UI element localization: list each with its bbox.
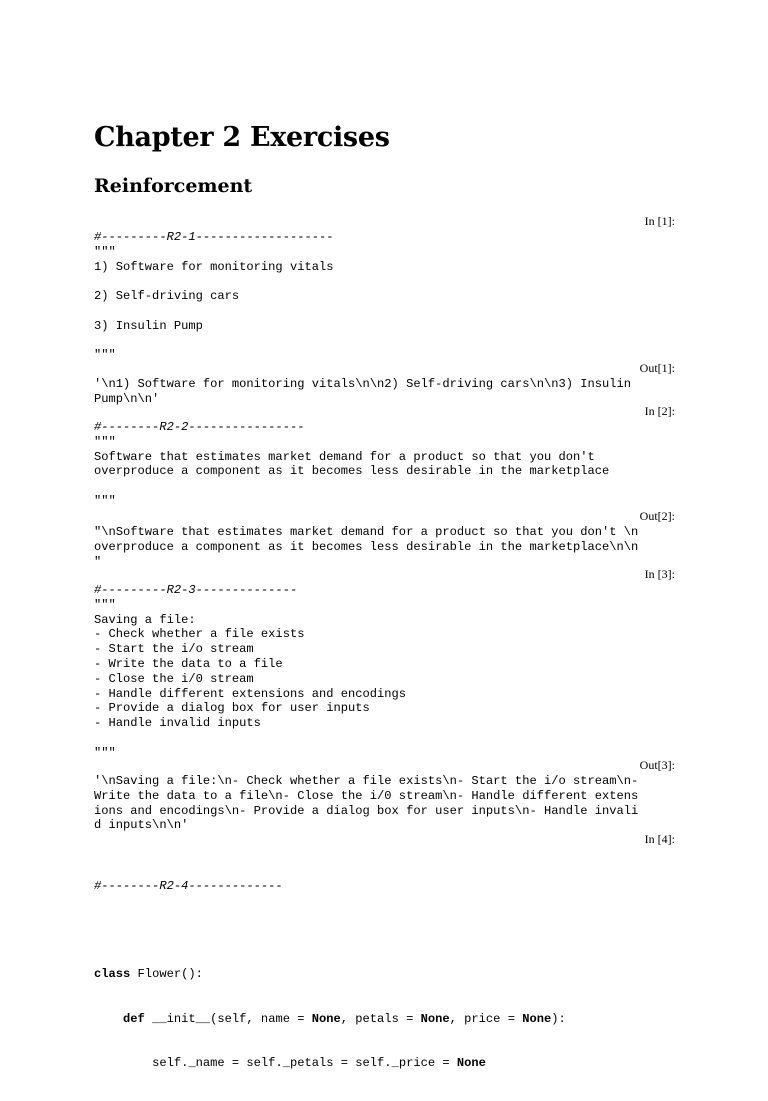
code-line: """ bbox=[94, 348, 116, 363]
output-prompt-2: Out[2]: bbox=[639, 509, 675, 523]
keyword-none: None bbox=[522, 1011, 552, 1026]
code-line: - Start the i/o stream bbox=[94, 642, 254, 657]
code-line: #--------R2-2---------------- bbox=[94, 420, 305, 434]
code-line: ions and encodings\n- Provide a dialog box for user inputs\n- Handle invali bbox=[94, 803, 639, 818]
code-line: #---------R2-1------------------- bbox=[94, 230, 334, 244]
output-cell-3 bbox=[94, 774, 638, 833]
code-line: 2) Self-driving cars bbox=[94, 289, 240, 304]
code-cell-4[interactable] bbox=[94, 849, 566, 1101]
keyword-none: None bbox=[456, 1056, 486, 1071]
code-line: overproduce a component as it becomes less desirable in the marketplace\n\n bbox=[94, 539, 639, 554]
code-line: - Handle different extensions and encodings bbox=[94, 686, 407, 701]
output-cell-2 bbox=[94, 525, 638, 569]
code-line: 1) Software for monitoring vitals bbox=[94, 259, 334, 274]
code-line: """ bbox=[94, 597, 116, 612]
def-text: , petals = bbox=[340, 1011, 421, 1026]
code-line bbox=[94, 274, 334, 289]
code-line: - Write the data to a file bbox=[94, 656, 283, 671]
code-cell-3[interactable] bbox=[94, 583, 406, 761]
code-line bbox=[94, 334, 334, 349]
output-prompt-3: Out[3]: bbox=[639, 758, 675, 772]
code-cell-2[interactable] bbox=[94, 420, 609, 509]
input-prompt-4: In [4]: bbox=[644, 832, 675, 846]
def-text: ): bbox=[551, 1011, 566, 1026]
code-line: Pump\n\n' bbox=[94, 391, 160, 406]
code-line: "\nSoftware that estimates market demand for a product so that you don't \n bbox=[94, 525, 639, 539]
keyword-none: None bbox=[420, 1011, 450, 1026]
blank-line bbox=[94, 923, 566, 938]
code-line: - Handle invalid inputs bbox=[94, 716, 261, 731]
code-line: overproduce a component as it becomes less desirable in the marketplace bbox=[94, 464, 610, 479]
def-init-line bbox=[94, 1012, 566, 1027]
keyword-class: class bbox=[94, 967, 131, 982]
keyword-def: def bbox=[123, 1011, 145, 1026]
assignment-line bbox=[94, 1056, 566, 1071]
code-line: d inputs\n\n' bbox=[94, 818, 189, 833]
output-prompt-1: Out[1]: bbox=[639, 361, 675, 375]
code-line: 3) Insulin Pump bbox=[94, 318, 203, 333]
class-definition-line bbox=[94, 967, 566, 982]
code-line bbox=[94, 731, 406, 746]
code-line: Software that estimates market demand for a product so that you don't bbox=[94, 449, 595, 464]
code-line: #---------R2-3-------------- bbox=[94, 583, 298, 597]
code-line: """ bbox=[94, 434, 116, 449]
code-line: Saving a file: bbox=[94, 612, 196, 627]
code-line: - Close the i/0 stream bbox=[94, 671, 254, 686]
indent bbox=[94, 1056, 152, 1070]
input-prompt-2: In [2]: bbox=[644, 404, 675, 418]
section-heading: Reinforcement bbox=[94, 175, 253, 197]
code-cell-1[interactable] bbox=[94, 230, 334, 363]
code-line: " bbox=[94, 554, 102, 569]
class-name-text: Flower(): bbox=[130, 967, 203, 982]
code-line: '\nSaving a file:\n- Check whether a file exists\n- Start the i/o stream\n- bbox=[94, 774, 639, 788]
keyword-none: None bbox=[311, 1011, 341, 1026]
code-line bbox=[94, 479, 609, 494]
input-prompt-3: In [3]: bbox=[644, 567, 675, 581]
code-line: """ bbox=[94, 745, 116, 760]
code-comment-line: #--------R2-4------------- bbox=[94, 878, 283, 893]
def-text: , price = bbox=[449, 1011, 523, 1026]
input-prompt-1: In [1]: bbox=[644, 214, 675, 228]
code-line: - Provide a dialog box for user inputs bbox=[94, 701, 370, 716]
code-line: Write the data to a file\n- Close the i/0 stream\n- Handle different extens bbox=[94, 788, 639, 803]
assignment-text: self._name = self._petals = self._price = bbox=[152, 1056, 457, 1071]
code-line: - Check whether a file exists bbox=[94, 627, 305, 642]
output-cell-1 bbox=[94, 377, 631, 407]
page-title: Chapter 2 Exercises bbox=[94, 122, 390, 153]
code-line: """ bbox=[94, 244, 116, 259]
code-line bbox=[94, 304, 334, 319]
code-line: """ bbox=[94, 493, 116, 508]
def-text: __init__(self, name = bbox=[144, 1011, 312, 1026]
code-line: '\n1) Software for monitoring vitals\n\n2) Self-driving cars\n\n3) Insulin bbox=[94, 377, 632, 391]
